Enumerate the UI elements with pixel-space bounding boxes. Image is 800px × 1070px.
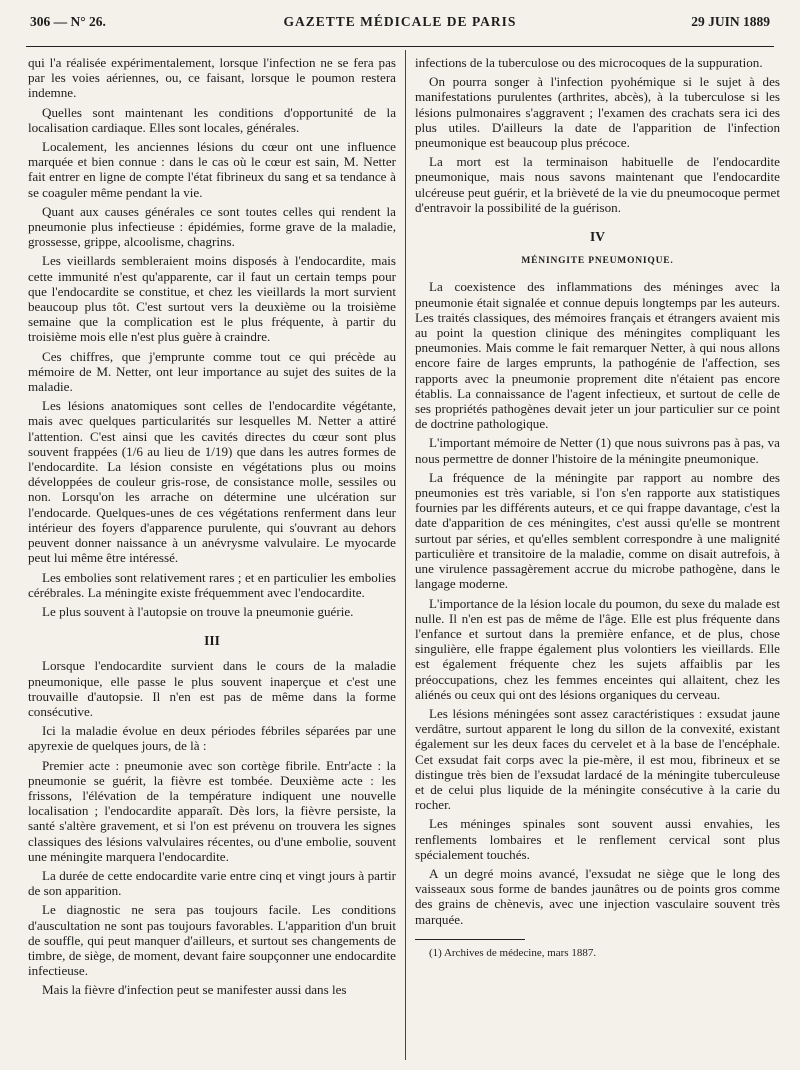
column-divider	[405, 50, 406, 1060]
paragraph: La fréquence de la méningite par rapport au nombre des pneumonies est très variable, si l'on s'en rapporte aux statistiques fournies par les différents auteurs, et ce qui frappe davantage, c'est la date d'apparition de ces méningites, c'est aussi qu'elle se montrent surtout par séries, et qu'elles semblent correspondre à une malignité particulière et transitoire de la maladie, comme on disait autrefois, à une virulence passagèrement accrue du microbe pathogène, dans le langage moderne.	[415, 469, 780, 592]
issue-date: 29 JUIN 1889	[691, 14, 770, 29]
paragraph: Les lésions méningées sont assez caractéristiques : exsudat jaune verdâtre, surtout apparent le long du sillon de la convexité, existant également sur les deux faces du cervelet et à la base de l'encéphale. Cet exsudat fait corps avec la pie-mère, il est mou, fibrineux et se distingue très bien de l'exsudat lardacé de la méningite tuberculeuse et de celui plus liquide de la méningite consécutive à la carie du rocher.	[415, 705, 780, 813]
paragraph: La coexistence des inflammations des méninges avec la pneumonie était signalée et connue depuis longtemps par les auteurs. Les traités classiques, des mémoires français et étrangers avaient mis au point la question clinique des méningites compliquant les pneumonies. Mais comme le fait remarquer Netter, à qui nous allons encore faire de larges emprunts, la pathogénie de l'affection, ses rapports avec la pneumonie proprement dite n'étaient pas encore établis. La connaissance de l'agent infectieux, et surtout de celle de ses propriétés pathogènes devait jeter un jour particulier sur ce point de doctrine pathologique.	[415, 279, 780, 432]
footnote-rule	[415, 939, 525, 940]
page-number-issue: 306 — N° 26.	[30, 14, 106, 29]
paragraph: Le diagnostic ne sera pas toujours facile. Les conditions d'auscultation ne sont pas toujours favorables. L'apparition d'un bruit de souffle, qui peut manquer d'ailleurs, et surtout ses changements de timbre, de siège, de moment, devant faire soupçonner une endocardite infectieuse.	[28, 902, 396, 979]
header-rule	[26, 46, 774, 47]
paragraph: Les lésions anatomiques sont celles de l'endocardite végétante, mais avec quelques particularités sur lesquelles M. Netter a attiré l'attention. C'est ainsi que les cavités directes du cœur sont plus souvent frappées (1/6 au lieu de 1/19) que dans les autres formes de l'endocardite. La lésion consiste en végétations plus ou moins développées de couleur gris-rose, de consistance molle, sessiles ou non. Lorsqu'on les arrache on détermine une ulcération sur l'endocarde. Quelques-unes de ces végétations renferment dans leur intérieur des foyers d'apparence purulente, qui s'ouvrant au dehors peuvent donner naissance à un anévrysme valvulaire. Le myocarde peut lui même être intéressé.	[28, 398, 396, 566]
section-number: IV	[589, 229, 605, 245]
paragraph: On pourra songer à l'infection pyohémique si le sujet à des manifestations purulentes (arthrites, abcès), à la tuberculose si les lésions pulmonaires s'aggravent ; l'examen des crachats sera ici des plus utiles. D'ailleurs la date de l'apparition de l'infection pneumonique est beaucoup plus précoce.	[415, 74, 780, 151]
paragraph: L'importance de la lésion locale du poumon, du sexe du malade est nulle. Il n'en est pas de même de l'âge. Elle est plus fréquente dans l'enfance et surtout dans la première enfance, et de plus, chose singulière, elle frappe également plus volontiers les vieillards. Elle est également fréquente chez les sujets affaiblis par les préoccupations, chez les femmes enceintes qui allaitent, chez les aliénés ou ceux qui ont des lésions organiques du cerveau.	[415, 595, 780, 702]
paragraph: infections de la tuberculose ou des microcoques de la suppuration.	[415, 55, 763, 70]
paragraph: Premier acte : pneumonie avec son cortège fibrile. Entr'acte : la pneumonie se guérit, la fièvre est tombée. Deuxième acte : les frissons, l'élévation de la température indiquent une nouvelle localisation ; l'endocardite apparaît. Dès lors, la fièvre persiste, la santé s'altère gravement, et si l'on est prévenu on trouvera les signes classiques des lésions valvulaires récentes, ou d'une embolie, souvent une méningite marquera l'endocardite.	[28, 757, 396, 864]
paragraph: La durée de cette endocardite varie entre cinq et vingt jours à partir de son apparition.	[28, 867, 396, 899]
paragraph: L'important mémoire de Netter (1) que nous suivrons pas à pas, va nous permettre de donner l'histoire de la méningite pneumonique.	[415, 435, 780, 466]
right-column	[415, 55, 780, 1060]
paragraph: La mort est la terminaison habituelle de l'endocardite pneumonique, mais nous savons maintenant que l'endocardite ulcéreuse peut guérir, et la brièveté de la vie du pneumocoque permet d'entravoir la possibilité de la guérison.	[415, 154, 780, 215]
section-title: MÉNINGITE PNEUMONIQUE.	[521, 256, 674, 267]
paragraph: Quelles sont maintenant les conditions d'opportunité de la localisation cardiaque. Elles sont locales, générales.	[28, 104, 396, 135]
journal-title: GAZETTE MÉDICALE DE PARIS	[283, 14, 517, 29]
paragraph: Quant aux causes générales ce sont toutes celles qui rendent la pneumonie plus infectieuse : épidémies, forme grave de la maladie, grossesse, grippe, alcoolisme, chagrins.	[28, 203, 396, 250]
footnote: (1) Archives de médecine, mars 1887.	[429, 946, 597, 959]
paragraph: Ici la maladie évolue en deux périodes fébriles séparées par une apyrexie de quelques jours, de là :	[28, 723, 396, 754]
paragraph: Ces chiffres, que j'emprunte comme tout ce qui précède au mémoire de M. Netter, ont leur importance au sujet des suites de la maladie.	[28, 348, 396, 395]
paragraph: Mais la fièvre d'infection peut se manifester aussi dans les	[42, 982, 347, 998]
paragraph: Les méninges spinales sont souvent aussi envahies, les renflements lombaires et le renflement cervical sont plus spécialement touchés.	[415, 816, 780, 862]
paragraph: Le plus souvent à l'autopsie on trouve la pneumonie guérie.	[42, 603, 354, 619]
paragraph: A un degré moins avancé, l'exsudat ne siège que le long des vaisseaux sous forme de bandes jaunâtres ou de points gros comme des grains de chènevis, avec une injection vasculaire souvent très marquée.	[415, 865, 780, 927]
paragraph: Lorsque l'endocardite survient dans le cours de la maladie pneumonique, elle passe le plus souvent inaperçue et c'est une trouvaille d'autopsie. Il n'en est pas de même dans la forme consécutive.	[28, 658, 396, 719]
left-column	[28, 55, 396, 1060]
section-number: III	[204, 633, 220, 649]
paragraph: Les embolies sont relativement rares ; et en particulier les embolies cérébrales. La méningite existe fréquemment avec l'endocardite.	[28, 569, 396, 600]
paragraph: Les vieillards sembleraient moins disposés à l'endocardite, mais cette immunité n'est qu'apparente, car il faut un certain temps pour que l'endocardite se constitue, et chez les vieillards la mort survient beaucoup plus tôt. C'est surtout vers la deuxième ou la troisième semaine que la complication est le plus fréquente, à partir du troisième mois elle n'est plus guère à craindre.	[28, 253, 396, 345]
paragraph: Localement, les anciennes lésions du cœur ont une influence marquée et bien connue : dans le cas où le cœur est sain, M. Netter fait entrer en ligne de compte l'état fibrineux du sang et sa tendance à se coaguler même pendant la vie.	[28, 139, 396, 200]
page-header	[30, 14, 770, 36]
paragraph: qui l'a réalisée expérimentalement, lorsque l'infection ne se fera pas par les voies aériennes, ou, ce faisant, lorsque le poumon restera indemne.	[28, 55, 396, 101]
